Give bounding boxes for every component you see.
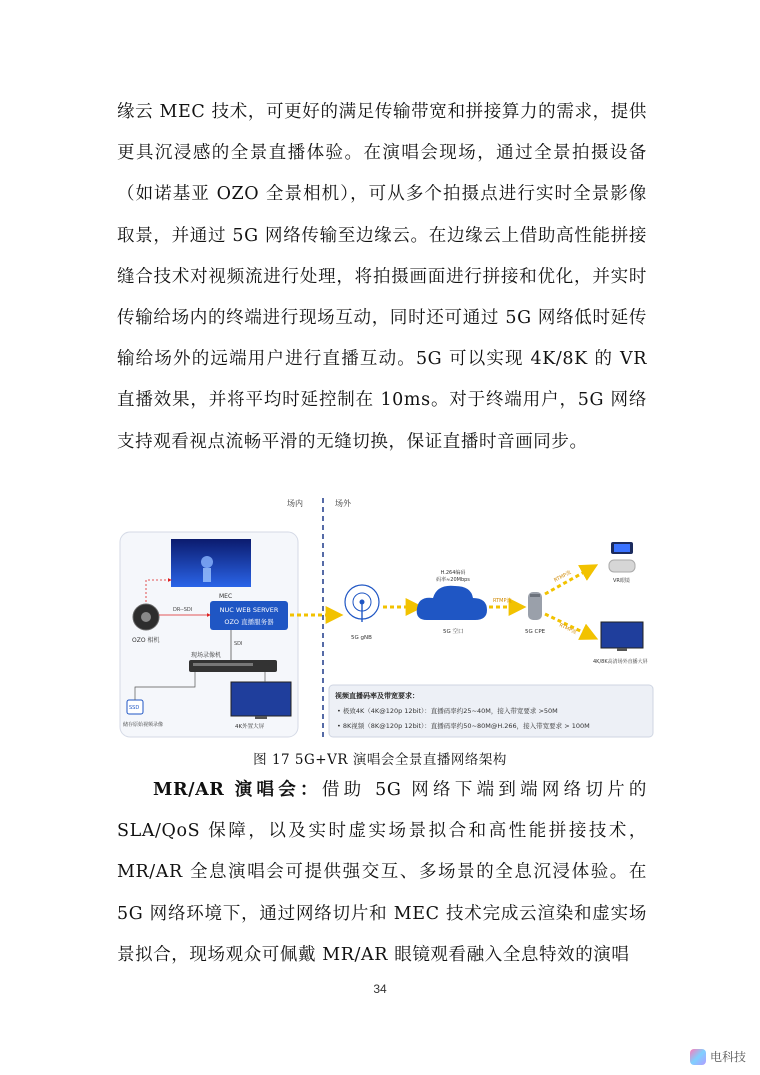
rtmp-label-1: RTMP流: [493, 598, 512, 604]
mec-label: MEC: [219, 593, 233, 600]
watermark: [690, 1048, 746, 1065]
server-line1: NUC WEB SERVER: [219, 606, 279, 614]
requirement-2: • 8K视频（8K@120p 12bit）：直播码率约50~80M@H.266，接入带宽要求 > 100M: [337, 722, 590, 730]
outside-screen-label: 4K/8K高清场外直播大屏: [593, 659, 648, 665]
requirement-1: • 极致4K（4K@120p 12bit）：直播码率约25~40M，接入带宽要求 >50M: [337, 707, 558, 715]
architecture-figure: [115, 492, 655, 742]
zone-inside-label: 场内: [287, 499, 303, 508]
paragraph-2-text: 借助 5G 网络下端到端网络切片的 SLA/QoS 保障，以及实时虚实场景拟合和高性能拼接技术，MR/AR 全息演唱会可提供强交互、多场景的全息沉浸体验。在 5G 网络环境下，通过网络切片和 MEC 技术完成云渲染和虚实场景拟合，现场观众可佩戴 MR/AR 眼镜观看融入全息特效的演唱: [117, 780, 647, 965]
inside-screen-icon: [231, 682, 291, 716]
link-dr-sdi: DR--SDI: [173, 607, 193, 613]
cloud-icon: [417, 586, 487, 620]
rtmp-label-2: RTMP流: [553, 569, 573, 584]
vr-headset-icon: [609, 560, 635, 572]
storage-label: 储存原始视频录像: [123, 722, 164, 728]
core-label: 5G 空口: [443, 629, 464, 635]
watermark-logo-icon: [690, 1049, 706, 1065]
page-number: 34: [373, 982, 387, 996]
stream-note-2: 码率≈20Mbps: [436, 577, 470, 583]
inside-screen-label: 4K外置大屏: [235, 724, 265, 730]
gnb-label: 5G gNB: [351, 635, 372, 641]
outside-screen-icon: [601, 622, 643, 648]
figure-caption: 图 17 5G+VR 演唱会全景直播网络架构: [253, 752, 507, 768]
camera-label: OZO 相机: [132, 637, 160, 644]
recorder-label: 现场录像机: [191, 652, 222, 659]
watermark-text: 电科技: [709, 1050, 746, 1064]
body-paragraph-1: 缘云 MEC 技术，可更好的满足传输带宽和拼接算力的需求，提供更具沉浸感的全景直播体验。在演唱会现场，通过全景拍摄设备（如诺基亚 OZO 全景相机），可从多个拍摄点进行实时全景影像取景，并通过 5G 网络传输至边缘云。在边缘云上借助高性能拼接缝合技术对视频流进行处理，将拍摄画面进行拼接和优化，并实时传输给场内的终端进行现场互动，同时还可通过 5G 网络低时延传输给场外的远端用户进行直播互动。5G 可以实现 4K/8K 的 VR 直播效果，并将平均时延控制在 10ms。对于终端用户，5G 网络支持观看视点流畅平滑的无缝切换，保证直播时音画同步。: [117, 102, 647, 452]
server-line2: OZO 直播服务器: [224, 618, 274, 626]
link-sdi: SDI: [234, 641, 243, 647]
paragraph-lead: MR/AR 演唱会：: [153, 780, 322, 800]
vr-label: VR眼镜: [613, 578, 630, 584]
cpe-label: 5G CPE: [525, 629, 546, 635]
body-paragraph-2: [117, 770, 647, 976]
rtmp-label-3: RTMP流: [558, 622, 578, 636]
requirement-title: 视频直播码率及带宽要求：: [335, 692, 419, 700]
zone-outside-label: 场外: [335, 499, 351, 508]
stream-note-1: H.264编码: [440, 570, 466, 576]
ssd-label: SSD: [129, 705, 140, 711]
